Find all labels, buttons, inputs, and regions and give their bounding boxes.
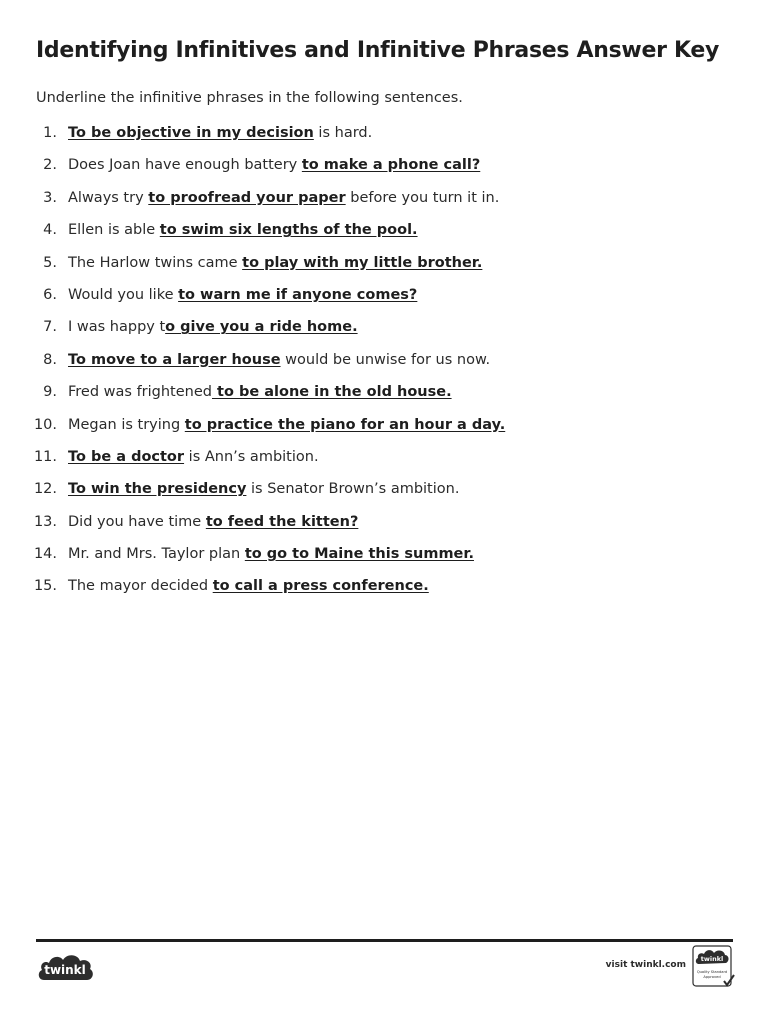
- sentence-text: [68, 251, 482, 275]
- infinitive-phrase: to swim six lengths of the pool.: [159, 222, 418, 239]
- sentence-text: [68, 283, 417, 307]
- sentence-text: [68, 380, 452, 404]
- infinitive-phrase: to call a press conference.: [212, 578, 429, 595]
- sentence-fragment: Does Joan have enough battery: [68, 157, 302, 174]
- sentence-fragment: is hard.: [313, 125, 373, 141]
- badge-line-1: Quality Standard: [696, 970, 728, 974]
- infinitive-phrase: To win the presidency: [68, 481, 247, 498]
- sentence-item: [0, 510, 768, 542]
- sentence-text: [68, 315, 358, 339]
- sentence-number: 4.: [43, 222, 57, 239]
- page-title: Identifying Infinitives and Infinitive Phrases Answer Key: [36, 38, 720, 63]
- sentence-number: 15.: [33, 578, 57, 595]
- sentence-fragment: The mayor decided: [68, 578, 213, 595]
- sentence-number: 12.: [33, 481, 57, 498]
- sentence-number: 3.: [43, 189, 57, 206]
- infinitive-phrase: To move to a larger house: [68, 351, 281, 368]
- sentence-item: [0, 413, 768, 445]
- infinitive-phrase: To be objective in my decision: [68, 125, 314, 141]
- sentence-item: [0, 186, 768, 218]
- sentence-number: 5.: [43, 254, 57, 271]
- sentence-item: [0, 315, 768, 347]
- sentence-fragment: before you turn it in.: [345, 189, 500, 206]
- sentence-number: 10.: [33, 416, 57, 433]
- sentence-text: [68, 445, 319, 469]
- sentence-fragment: Ellen is able: [68, 222, 160, 239]
- visit-twinkl-link[interactable]: visit twinkl.com: [605, 960, 686, 970]
- infinitive-phrase: to play with my little brother.: [242, 254, 483, 271]
- infinitive-phrase: To be a doctor: [68, 448, 185, 465]
- sentence-number: 6.: [43, 286, 57, 303]
- sentence-text: [68, 477, 459, 501]
- sentence-number: 13.: [33, 513, 57, 530]
- sentence-fragment: I was happy t: [68, 319, 166, 336]
- sentence-item: [0, 542, 768, 574]
- sentence-fragment: Did you have time: [68, 513, 206, 530]
- sentence-number: 7.: [43, 319, 57, 336]
- sentence-item: [0, 348, 768, 380]
- sentence-item: [0, 477, 768, 509]
- infinitive-phrase: o give you a ride home.: [165, 319, 358, 336]
- sentence-item: [0, 283, 768, 315]
- infinitive-phrase: to make a phone call?: [301, 157, 481, 174]
- infinitive-phrase: to go to Maine this summer.: [244, 546, 474, 563]
- sentence-text: [68, 510, 358, 534]
- infinitive-phrase: to proofread your paper: [148, 189, 346, 206]
- sentence-item: [0, 121, 768, 153]
- sentence-item: [0, 380, 768, 412]
- sentence-number: 11.: [33, 448, 57, 465]
- instructions-text: Underline the infinitive phrases in the following sentences.: [36, 90, 463, 106]
- sentence-fragment: is Senator Brown’s ambition.: [246, 481, 460, 498]
- sentence-fragment: Always try: [68, 189, 149, 206]
- sentence-number: 2.: [43, 157, 57, 174]
- infinitive-phrase: to feed the kitten?: [205, 513, 359, 530]
- sentence-item: [0, 153, 768, 185]
- sentence-item: [0, 218, 768, 250]
- sentence-fragment: is Ann’s ambition.: [184, 448, 319, 465]
- sentence-fragment: Mr. and Mrs. Taylor plan: [68, 546, 245, 563]
- sentence-text: [68, 153, 480, 177]
- sentence-number: 8.: [43, 351, 57, 368]
- sentence-item: [0, 574, 768, 606]
- twinkl-logo-text: twinkl: [44, 963, 86, 977]
- sentence-fragment: would be unwise for us now.: [280, 351, 491, 368]
- infinitive-phrase: to warn me if anyone comes?: [178, 286, 418, 303]
- twinkl-logo[interactable]: [36, 950, 96, 984]
- sentence-text: [68, 413, 505, 437]
- sentence-text: [68, 121, 372, 145]
- sentence-item: [0, 445, 768, 477]
- sentence-fragment: Megan is trying: [68, 416, 185, 433]
- footer-divider: [36, 939, 733, 942]
- badge-logo-text: twinkl: [700, 955, 724, 963]
- sentence-number: 1.: [43, 125, 57, 141]
- sentence-list: [0, 121, 768, 607]
- badge-line-2: Approved: [703, 975, 721, 979]
- sentence-number: 14.: [33, 546, 57, 563]
- sentence-text: [68, 186, 499, 210]
- infinitive-phrase: to practice the piano for an hour a day.: [184, 416, 506, 433]
- quality-standard-badge: [692, 945, 736, 989]
- sentence-fragment: Fred was frightened: [68, 384, 212, 401]
- sentence-item: [0, 251, 768, 283]
- sentence-fragment: The Harlow twins came: [68, 254, 243, 271]
- sentence-text: [68, 218, 418, 242]
- sentence-number: 9.: [43, 384, 57, 401]
- sentence-text: [68, 574, 429, 598]
- sentence-text: [68, 348, 490, 372]
- sentence-fragment: Would you like: [68, 286, 179, 303]
- infinitive-phrase: to be alone in the old house.: [211, 384, 452, 401]
- sentence-text: [68, 542, 474, 566]
